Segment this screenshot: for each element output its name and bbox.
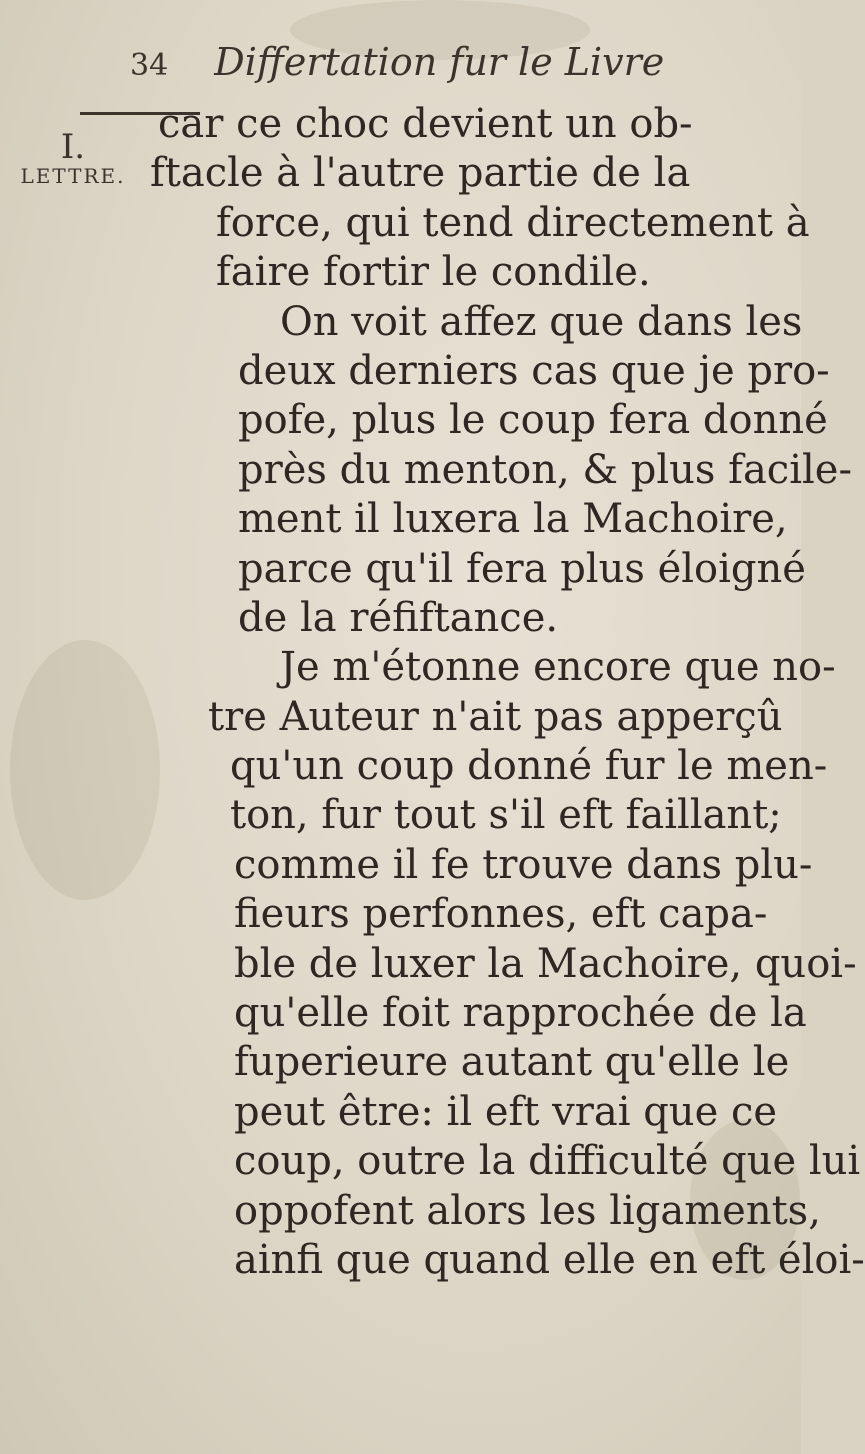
text-line: peut être: il eft vrai que ce [234,1088,778,1135]
text-line: ton, fur tout s'il eft faillant; [230,792,782,839]
body-text [150,100,865,1285]
text-line: oppofent alors les ligaments, [234,1187,821,1234]
text-line: ment il luxera la Machoire, [238,496,788,543]
text-line: car ce choc devient un ob- [158,101,693,147]
text-line: tre Auteur n'ait pas apperçû [208,693,783,740]
text-line: près du menton, & plus facile- [238,446,852,493]
margin-lettre-label: LETTRE. [20,164,126,188]
margin-roman-numeral: I. [60,127,86,167]
text-line: de la réfiftance. [238,594,559,641]
text-line: qu'un coup donné fur le men- [230,743,828,790]
running-title: Differtation fur le Livre [214,40,665,84]
page-number: 34 [130,48,169,83]
text-line: force, qui tend directement à [216,199,810,246]
text-line: deux derniers cas que je pro- [238,347,830,394]
text-line: On voit affez que dans les [280,298,803,345]
text-line: comme il fe trouve dans plu- [234,841,813,888]
text-line: ainfi que quand elle en eft éloi- [234,1236,865,1283]
text-line: ftacle à l'autre partie de la [150,150,691,197]
text-line: pofe, plus le coup fera donné [238,397,828,444]
paper-stain [10,640,160,900]
running-header [130,40,690,100]
text-line: fuperieure autant qu'elle le [234,1039,790,1086]
text-line: Je m'étonne encore que no- [280,644,836,691]
margin-note [18,127,128,188]
text-line: ble de luxer la Machoire, quoi- [234,940,857,987]
text-line: parce qu'il fera plus éloigné [238,545,806,592]
text-line: qu'elle foit rapprochée de la [234,990,807,1037]
text-line: fieurs perfonnes, eft capa- [234,891,768,938]
text-line: faire fortir le condile. [216,249,651,296]
text-line: coup, outre la difficulté que lui [234,1138,861,1185]
